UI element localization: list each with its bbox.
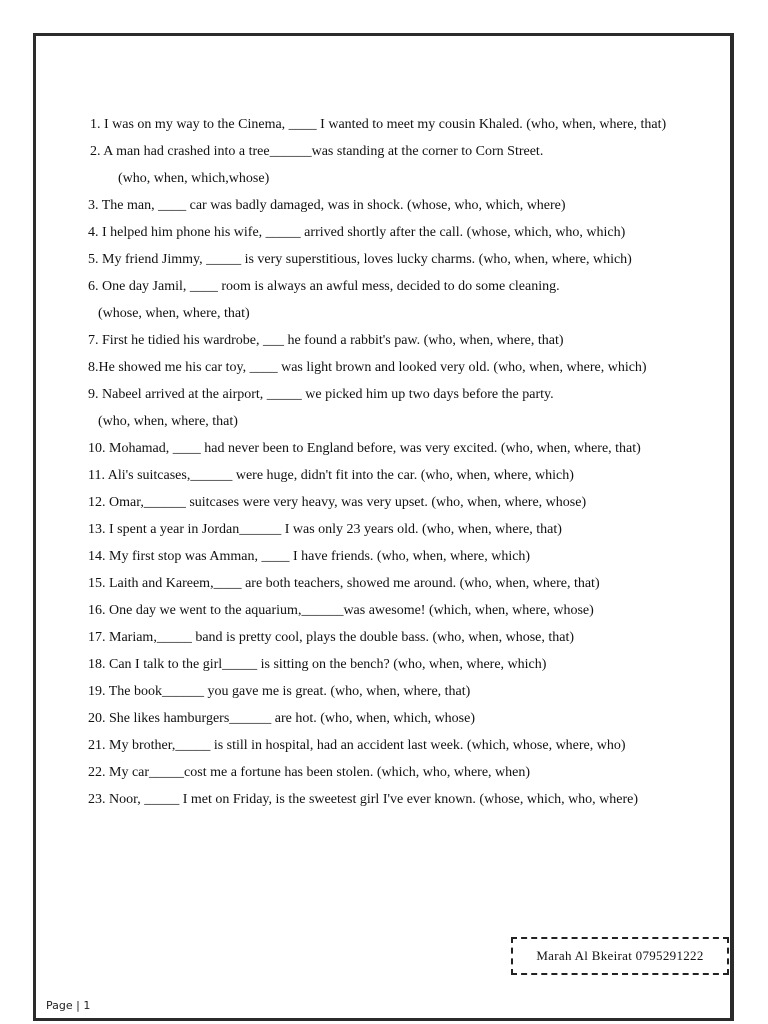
question-11: 11. Ali's suitcases,______ were huge, didn't fit into the car. (who, when, where, which) — [88, 468, 574, 483]
question-23: 23. Noor, _____ I met on Friday, is the sweetest girl I've ever known. (whose, which, who, where) — [88, 792, 639, 807]
question-5: 5. My friend Jimmy, _____ is very superstitious, loves lucky charms. (who, when, where, which) — [88, 252, 632, 267]
question-2-options: (who, when, which,whose) — [118, 171, 270, 186]
question-1: 1. I was on my way to the Cinema, ____ I wanted to meet my cousin Khaled. (who, when, where, that) — [90, 117, 667, 132]
question-6-options: (whose, when, where, that) — [98, 306, 250, 321]
question-6: 6. One day Jamil, ____ room is always an awful mess, decided to do some cleaning. — [88, 279, 560, 294]
question-9: 9. Nabeel arrived at the airport, _____ we picked him up two days before the party. — [88, 387, 554, 402]
question-21: 21. My brother,_____ is still in hospital, had an accident last week. (which, whose, where, who) — [88, 738, 626, 753]
question-10: 10. Mohamad, ____ had never been to England before, was very excited. (who, when, where, that) — [88, 441, 641, 456]
question-16: 16. One day we went to the aquarium,______was awesome! (which, when, where, whose) — [88, 603, 594, 618]
question-4: 4. I helped him phone his wife, _____ arrived shortly after the call. (whose, which, who, which) — [88, 225, 626, 240]
author-credit-box — [511, 937, 729, 975]
question-13: 13. I spent a year in Jordan______ I was only 23 years old. (who, when, where, that) — [88, 522, 562, 537]
author-credit: Marah Al Bkeirat 0795291222 — [536, 948, 704, 963]
question-17: 17. Mariam,_____ band is pretty cool, plays the double bass. (who, when, whose, that) — [88, 630, 575, 645]
question-20: 20. She likes hamburgers______ are hot. (who, when, which, whose) — [88, 711, 476, 726]
question-7: 7. First he tidied his wardrobe, ___ he found a rabbit's paw. (who, when, where, that) — [88, 333, 564, 348]
question-19: 19. The book______ you gave me is great. (who, when, where, that) — [88, 684, 471, 699]
page-number-footer: Page | 1 — [46, 999, 91, 1012]
question-18: 18. Can I talk to the girl_____ is sitting on the bench? (who, when, where, which) — [88, 657, 547, 672]
question-8: 8.He showed me his car toy, ____ was light brown and looked very old. (who, when, where, which) — [88, 360, 647, 375]
question-list — [88, 111, 748, 813]
question-15: 15. Laith and Kareem,____ are both teachers, showed me around. (who, when, where, that) — [88, 576, 600, 591]
question-22: 22. My car_____cost me a fortune has been stolen. (which, who, where, when) — [88, 765, 531, 780]
question-3: 3. The man, ____ car was badly damaged, was in shock. (whose, who, which, where) — [88, 198, 566, 213]
question-12: 12. Omar,______ suitcases were very heavy, was very upset. (who, when, where, whose) — [88, 495, 587, 510]
question-2: 2. A man had crashed into a tree______was standing at the corner to Corn Street. — [90, 144, 544, 159]
question-14: 14. My first stop was Amman, ____ I have friends. (who, when, where, which) — [88, 549, 531, 564]
question-9-options: (who, when, where, that) — [98, 414, 238, 429]
